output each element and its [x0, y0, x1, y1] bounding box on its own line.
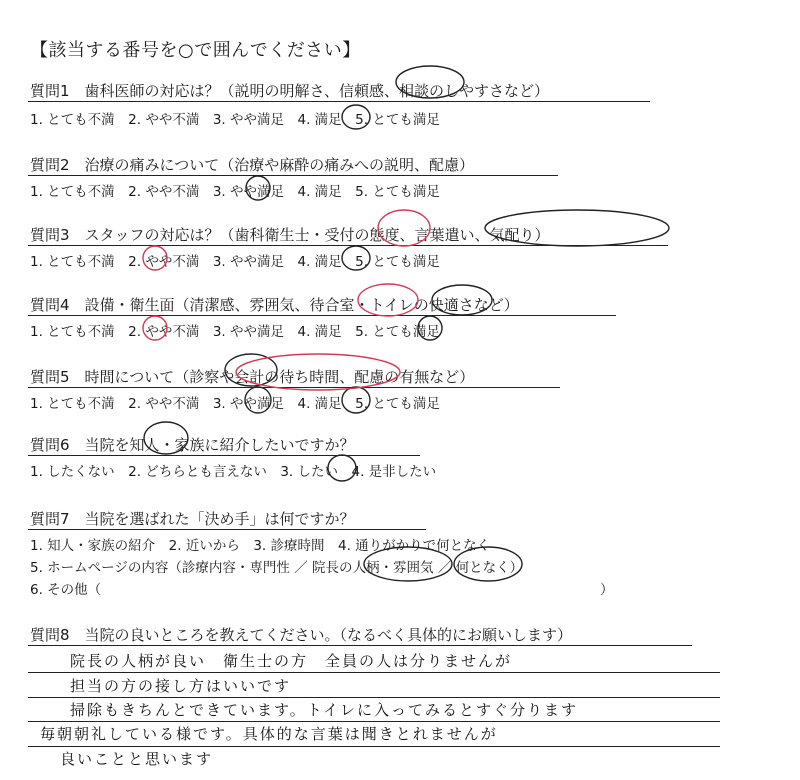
question-4-options[interactable]: 1. とても不満 2. やや不満 3. やや満足 4. 満足 5. とても満足 [30, 324, 440, 340]
question-6-underline [28, 455, 420, 456]
question-3-options[interactable]: 1. とても不満 2. やや不満 3. やや満足 4. 満足 5. とても満足 [30, 254, 440, 270]
answer-line-3 [28, 721, 720, 722]
question-7-underline [28, 529, 426, 530]
question-4-title: 質問4 設備・衛生面（清潔感、雰囲気、待合室・トイレの快適さなど） [30, 296, 519, 314]
question-7-options-line1[interactable]: 1. 知人・家族の紹介 2. 近いから 3. 診療時間 4. 通りがかりで何となく [30, 538, 491, 554]
question-5-underline [28, 387, 560, 388]
instruction-heading: 【該当する番号を○で囲んでください】 [30, 40, 361, 61]
question-1-underline [28, 101, 650, 102]
handwritten-answer-2: 担当の方の接し方はいいです [70, 677, 292, 695]
question-1-title: 質問1 歯科医師の対応は？（説明の明解さ、信頼感、相談のしやすさなど） [30, 82, 549, 100]
question-6-options[interactable]: 1. したくない 2. どちらとも言えない 3. したい 4. 是非したい [30, 464, 437, 480]
answer-line-2 [28, 697, 720, 698]
question-2-title: 質問2 治療の痛みについて（治療や麻酔の痛みへの説明、配慮） [30, 156, 474, 174]
question-7-other-close: ） [600, 582, 614, 598]
answer-line-1 [28, 672, 720, 673]
question-8-title: 質問8 当院の良いところを教えてください。（なるべく具体的にお願いします） [30, 626, 573, 644]
handwritten-answer-3: 掃除もきちんとできています。トイレに入ってみるとすぐ分ります [70, 701, 579, 719]
question-7-title: 質問7 当院を選ばれた「決め手」は何ですか？ [30, 510, 355, 528]
handwritten-answer-5: 良いことと思います [60, 750, 214, 768]
handwritten-answer-4: 毎朝朝礼している様です。具体的な言葉は聞きとれませんが [40, 725, 498, 743]
question-3-title: 質問3 スタッフの対応は？（歯科衛生士・受付の態度、言葉遣い、気配り） [30, 226, 550, 244]
question-5-title: 質問5 時間について（診察や会計の待ち時間、配慮の有無など） [30, 368, 475, 386]
question-2-underline [28, 175, 558, 176]
question-5-options[interactable]: 1. とても不満 2. やや不満 3. やや満足 4. 満足 5. とても満足 [30, 396, 440, 412]
question-8-underline [28, 645, 692, 646]
question-1-options[interactable]: 1. とても不満 2. やや不満 3. やや満足 4. 満足 5. とても満足 [30, 112, 440, 128]
question-7-options-line2[interactable]: 5. ホームページの内容（診療内容・専門性 ／ 院長の人柄・雰囲気 ／ 何となく） [30, 560, 524, 576]
handwritten-answer-1: 院長の人柄が良い 衛生士の方 全員の人は分りませんが [70, 652, 513, 670]
question-3-underline [28, 245, 668, 246]
question-4-underline [28, 315, 616, 316]
answer-line-4 [28, 746, 720, 747]
question-6-title: 質問6 当院を知人・家族に紹介したいですか？ [30, 436, 355, 454]
question-7-other-label[interactable]: 6. その他（ [30, 582, 102, 598]
question-2-options[interactable]: 1. とても不満 2. やや不満 3. やや満足 4. 満足 5. とても満足 [30, 184, 440, 200]
